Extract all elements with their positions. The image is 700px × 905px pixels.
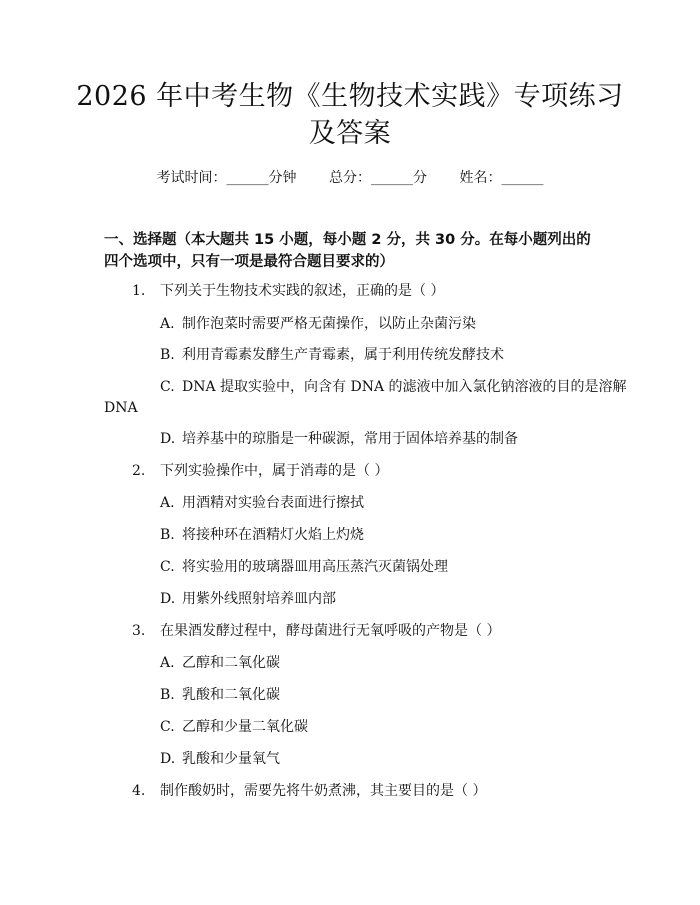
section-heading: 一、选择题（本大题共 15 小题，每小题 2 分，共 30 分。在每小题列出的四个选项中，只有一项是最符合题目要求的） <box>104 232 591 270</box>
question-number: 4. <box>132 783 146 799</box>
question-1 <box>132 281 444 301</box>
option-text: 培养基中的琼脂是一种碳源，常用于固体培养基的制备 <box>182 431 518 447</box>
option-text: 将接种环在酒精灯火焰上灼烧 <box>182 527 364 543</box>
question-number: 3. <box>132 623 146 639</box>
option-letter: B. <box>160 687 175 703</box>
title-line-1: 2026 年中考生物《生物技术实践》专项练习 <box>76 81 624 112</box>
option-1a <box>160 314 476 334</box>
option-1c <box>160 377 627 397</box>
question-4 <box>132 781 486 801</box>
option-letter: D. <box>160 431 176 447</box>
question-text: 下列实验操作中，属于消毒的是（ ） <box>160 463 389 479</box>
option-letter: B. <box>160 527 175 543</box>
option-letter: D. <box>160 751 176 767</box>
option-3b <box>160 685 280 705</box>
option-1d <box>160 429 518 449</box>
question-number: 2. <box>132 463 146 479</box>
option-letter: C. <box>160 719 175 735</box>
question-text: 制作酸奶时，需要先将牛奶煮沸，其主要目的是（ ） <box>160 783 487 799</box>
option-2d <box>160 589 336 609</box>
option-text: 乙醇和二氧化碳 <box>182 655 280 671</box>
option-text: 乳酸和二氧化碳 <box>182 687 280 703</box>
option-letter: D. <box>160 591 176 607</box>
option-text: DNA 提取实验中，向含有 DNA 的滤液中加入氯化钠溶液的目的是溶解 <box>182 379 627 395</box>
option-1b <box>160 345 504 365</box>
exam-time-label: 考试时间：______分钟 <box>156 170 297 186</box>
option-1c-continuation: DNA <box>104 400 138 416</box>
question-text: 在果酒发酵过程中，酵母菌进行无氧呼吸的产物是（ ） <box>160 623 501 639</box>
option-3c <box>160 717 308 737</box>
option-letter: A. <box>160 655 175 671</box>
question-3 <box>132 621 500 641</box>
option-letter: B. <box>160 347 175 363</box>
option-3a <box>160 653 280 673</box>
option-text: 用紫外线照射培养皿内部 <box>182 591 336 607</box>
document-title <box>60 78 640 152</box>
option-2a <box>160 493 364 513</box>
option-text: 利用青霉素发酵生产青霉素，属于利用传统发酵技术 <box>182 347 504 363</box>
option-3d <box>160 749 280 769</box>
option-text: 制作泡菜时需要严格无菌操作，以防止杂菌污染 <box>182 316 476 332</box>
option-text: 用酒精对实验台表面进行擦拭 <box>182 495 364 511</box>
question-text: 下列关于生物技术实践的叙述，正确的是（ ） <box>160 283 445 299</box>
option-letter: A. <box>160 316 175 332</box>
title-line-2: 及答案 <box>308 118 392 149</box>
total-score-label: 总分：______分 <box>329 170 427 186</box>
option-letter: C. <box>160 559 175 575</box>
exam-meta <box>0 168 700 188</box>
option-text: 将实验用的玻璃器皿用高压蒸汽灭菌锅处理 <box>182 559 448 575</box>
question-number: 1. <box>132 283 146 299</box>
option-2c <box>160 557 448 577</box>
option-text: 乳酸和少量氧气 <box>182 751 280 767</box>
name-label: 姓名：______ <box>459 170 544 186</box>
option-letter: A. <box>160 495 175 511</box>
option-2b <box>160 525 364 545</box>
question-2 <box>132 461 388 481</box>
option-letter: C. <box>160 379 175 395</box>
option-text: 乙醇和少量二氧化碳 <box>182 719 308 735</box>
